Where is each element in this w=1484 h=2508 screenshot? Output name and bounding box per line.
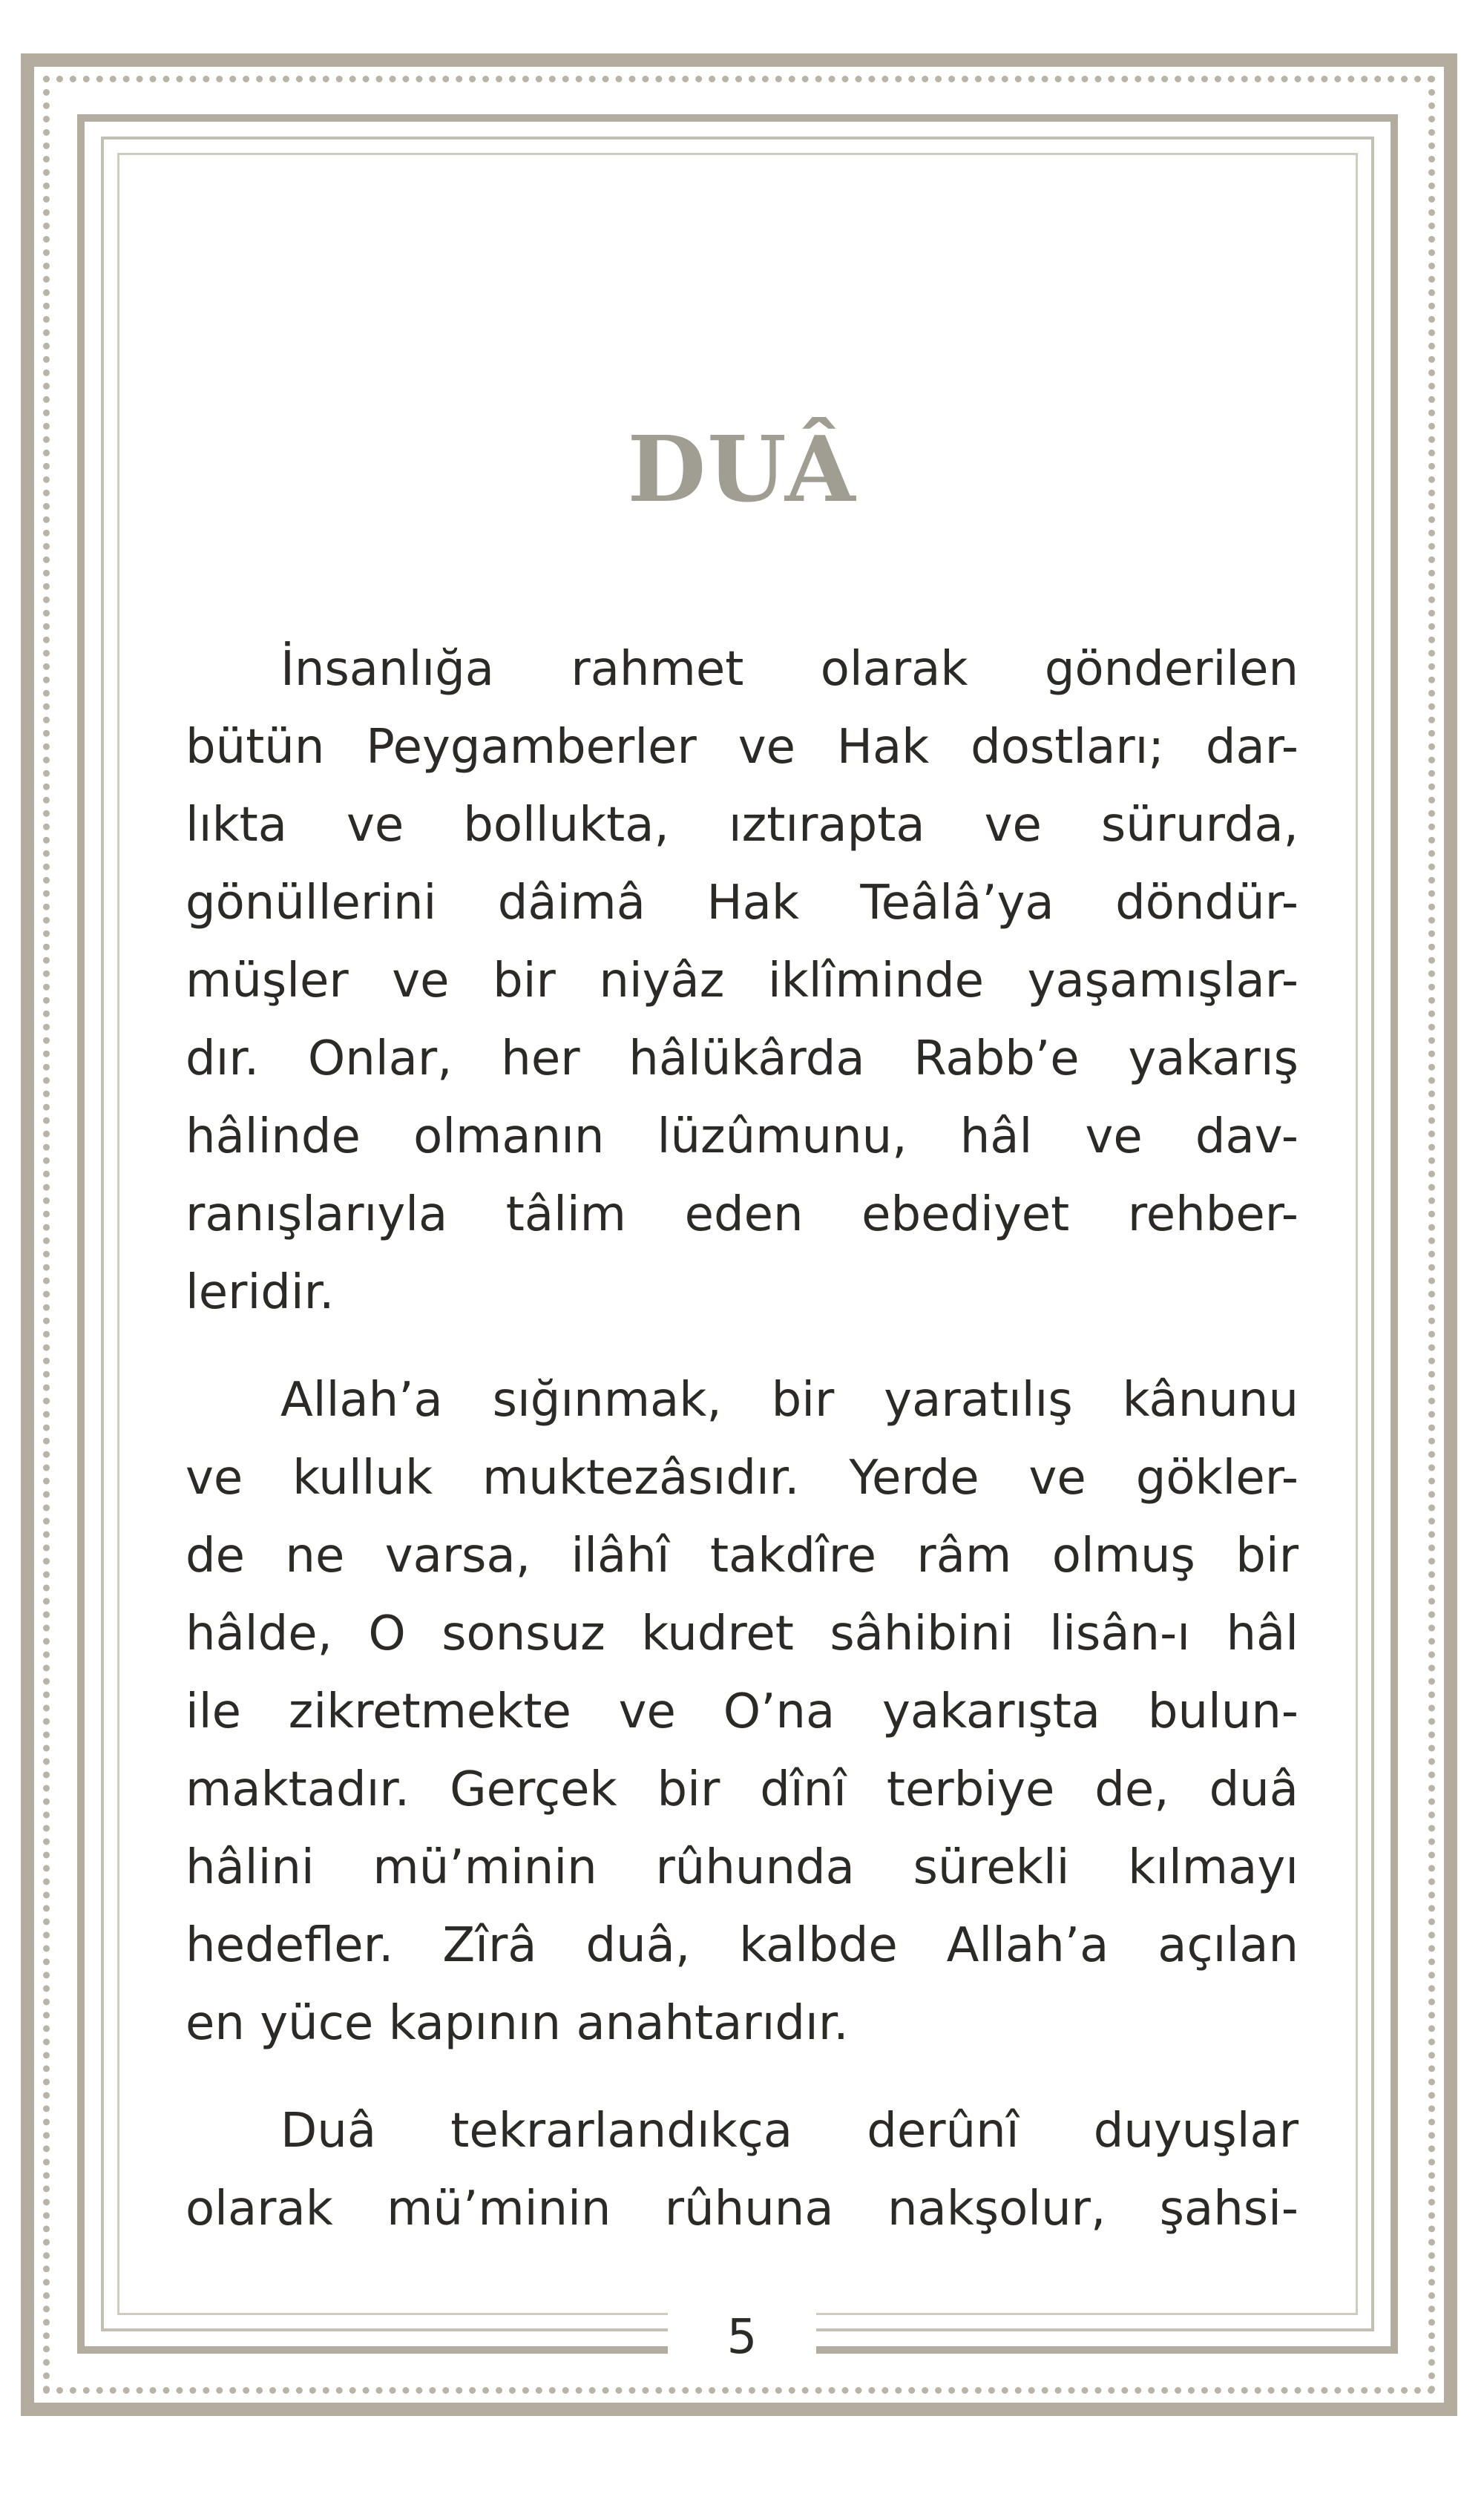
paragraph-3 bbox=[186, 2092, 1298, 2248]
text-line: müşler ve bir niyâz iklîminde yaşamışlar- bbox=[186, 953, 1298, 1008]
body-text bbox=[186, 631, 1298, 2248]
text-line: Duâ tekrarlandıkça derûnî duyuşlar bbox=[280, 2104, 1298, 2159]
text-line: dır. Onlar, her hâlükârda Rabb’e yakarış bbox=[186, 1031, 1298, 1086]
text-line: de ne varsa, ilâhî takdîre râm olmuş bir bbox=[186, 1529, 1298, 1583]
text-line: maktadır. Gerçek bir dînî terbiye de, duâ bbox=[186, 1762, 1298, 1817]
page-number-box bbox=[668, 2293, 816, 2382]
text-line: ile zikretmekte ve O’na yakarışta bulun- bbox=[186, 1684, 1298, 1739]
text-line: hâlini mü’minin rûhunda sürekli kılmayı bbox=[186, 1840, 1298, 1895]
text-line: ranışlarıyla tâlim eden ebediyet rehber- bbox=[186, 1187, 1298, 1242]
text-line: hedefler. Zîrâ duâ, kalbde Allah’a açılan bbox=[186, 1918, 1298, 1973]
text-line: olarak mü’minin rûhuna nakşolur, şahsi- bbox=[186, 2182, 1298, 2236]
paragraph-2 bbox=[186, 1362, 1298, 2063]
text-line: İnsanlığa rahmet olarak gönderilen bbox=[280, 642, 1298, 697]
text-line: gönüllerini dâimâ Hak Teâlâ’ya döndür- bbox=[186, 876, 1298, 930]
text-line: leridir. bbox=[186, 1265, 335, 1320]
page-title: DUÂ bbox=[627, 416, 857, 522]
text-line: hâlinde olmanın lüzûmunu, hâl ve dav- bbox=[186, 1109, 1298, 1164]
text-line: Allah’a sığınmak, bir yaratılış kânunu bbox=[280, 1373, 1298, 1428]
page-number: 5 bbox=[726, 2310, 758, 2365]
text-line: lıkta ve bollukta, ıztırapta ve sürurda, bbox=[186, 798, 1298, 853]
text-line: ve kulluk muktezâsıdır. Yerde ve gökler- bbox=[186, 1451, 1298, 1506]
paragraph-1 bbox=[186, 631, 1298, 1332]
text-line: en yüce kapının anahtarıdır. bbox=[186, 1996, 849, 2051]
text-line: bütün Peygamberler ve Hak dostları; dar- bbox=[186, 720, 1298, 775]
text-line: hâlde, O sonsuz kudret sâhibini lisân-ı hâl bbox=[186, 1606, 1298, 1661]
